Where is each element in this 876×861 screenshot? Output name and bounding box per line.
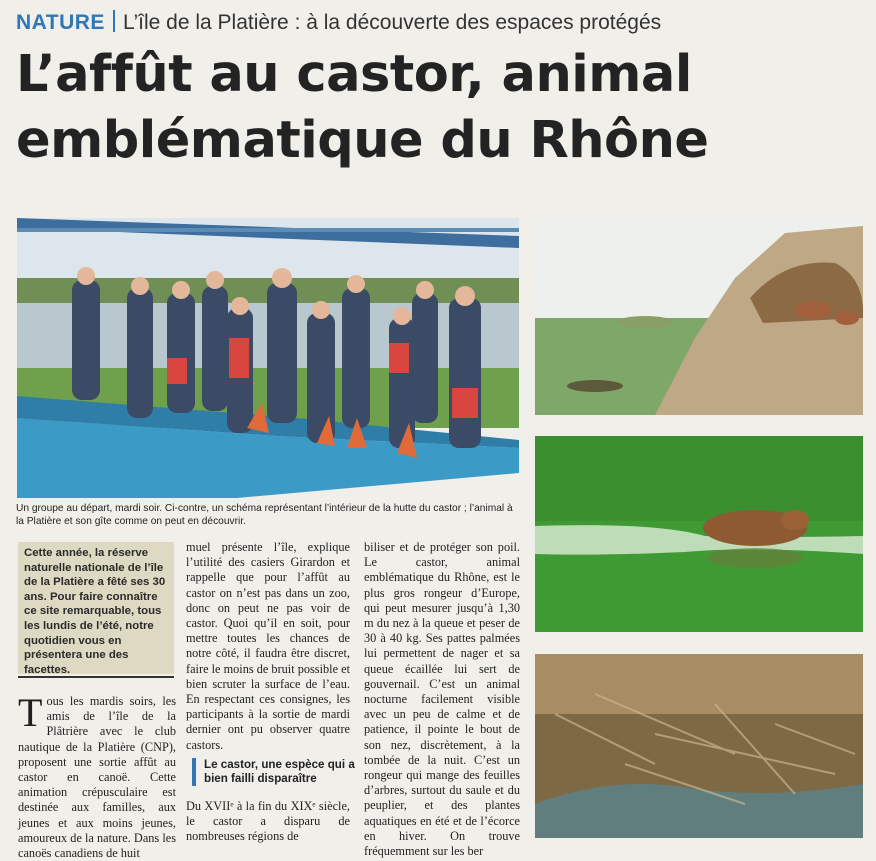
bleed-through-text — [700, 20, 876, 210]
swimming-beaver-photo — [535, 436, 863, 632]
section-subheading: Le castor, une espèce qui a bien failli disparaître — [192, 758, 360, 786]
photo-caption: Un groupe au départ, mardi soir. Ci-contre, un schéma représentant l’intérieur de la hutte du castor ; l’animal à la Platière et son gîte comme on peut en découvrir. — [16, 503, 513, 527]
kicker-text: L’île de la Platière : à la découverte des espaces protégés — [122, 11, 662, 34]
section-kicker — [16, 10, 661, 35]
column-1-text: ous les mardis soirs, les amis de l’île de la Plâtrière avec le club nautique de la Platière (CNP), proposent une sortie affût au castor en canoë. Cette animation crépusculaire est destinée aux familles, aux jeunes et aux moins jeunes, amoureux de la nature. Dans les canoës canadiens de huit — [18, 694, 176, 861]
section-rubric: NATURE — [16, 11, 105, 34]
intro-rule — [18, 676, 174, 678]
intro-box: Cette année, la réserve naturelle nationale de l’île de la Platière a fêté ses 30 ans. Pour faire connaître ce site remarquable, tous les lundis de l’été, notre quotidien vous en présentera une des facettes. — [18, 542, 174, 674]
headline-line-1: L’affût au castor, animal — [16, 45, 692, 104]
headline-line-2: emblématique du Rhône — [16, 111, 709, 170]
beaver-lodge-photo — [535, 654, 863, 838]
headline — [16, 42, 716, 174]
article-column-2-continued: Du XVIIᵉ à la fin du XIXᵉ siècle, le castor a disparu de nombreuses régions de — [186, 799, 350, 844]
rubric-separator — [113, 10, 115, 32]
group-photo — [17, 218, 519, 498]
article-column-3: biliser et de protéger son poil. Le castor, animal emblématique du Rhône, est le plus gros rongeur d’Europe, qui peut mesurer jusqu’à 1,30 m du nez à la queue et peser de 30 à 40 kg. Ses pattes palmées lui permettent de nager et sa queue écaillée lui sert de gouvernail. C’est un animal nocturne facilement visible avec un peu de calme et de patience, il pointe le bout de son nez, discrètement, à la tombée de la nuit. C’est un rongeur qui mange des feuilles d’arbres, surtout du saule et du peuplier, et des plantes aquatiques en été et de l’écorce en hiver. On trouve fréquemment sur les ber — [364, 540, 520, 859]
article-column-1 — [18, 690, 176, 861]
article-column-2: muel présente l’île, explique l’utilité des casiers Girardon et rappelle que pour l’affût au castor on n’est pas dans un zoo, donc on peut ne pas voir de castor. Quoi qu’il en soit, pour mettre toutes les chances de notre côté, il faudra être discret, faire le moins de bruit possible et bien scruter la surface de l’eau. En respectant ces consignes, les participants à la sortie de mardi dernier ont pu observer quatre castors. — [186, 540, 350, 752]
drop-cap: T — [18, 690, 43, 735]
beaver-lodge-diagram — [535, 218, 863, 415]
